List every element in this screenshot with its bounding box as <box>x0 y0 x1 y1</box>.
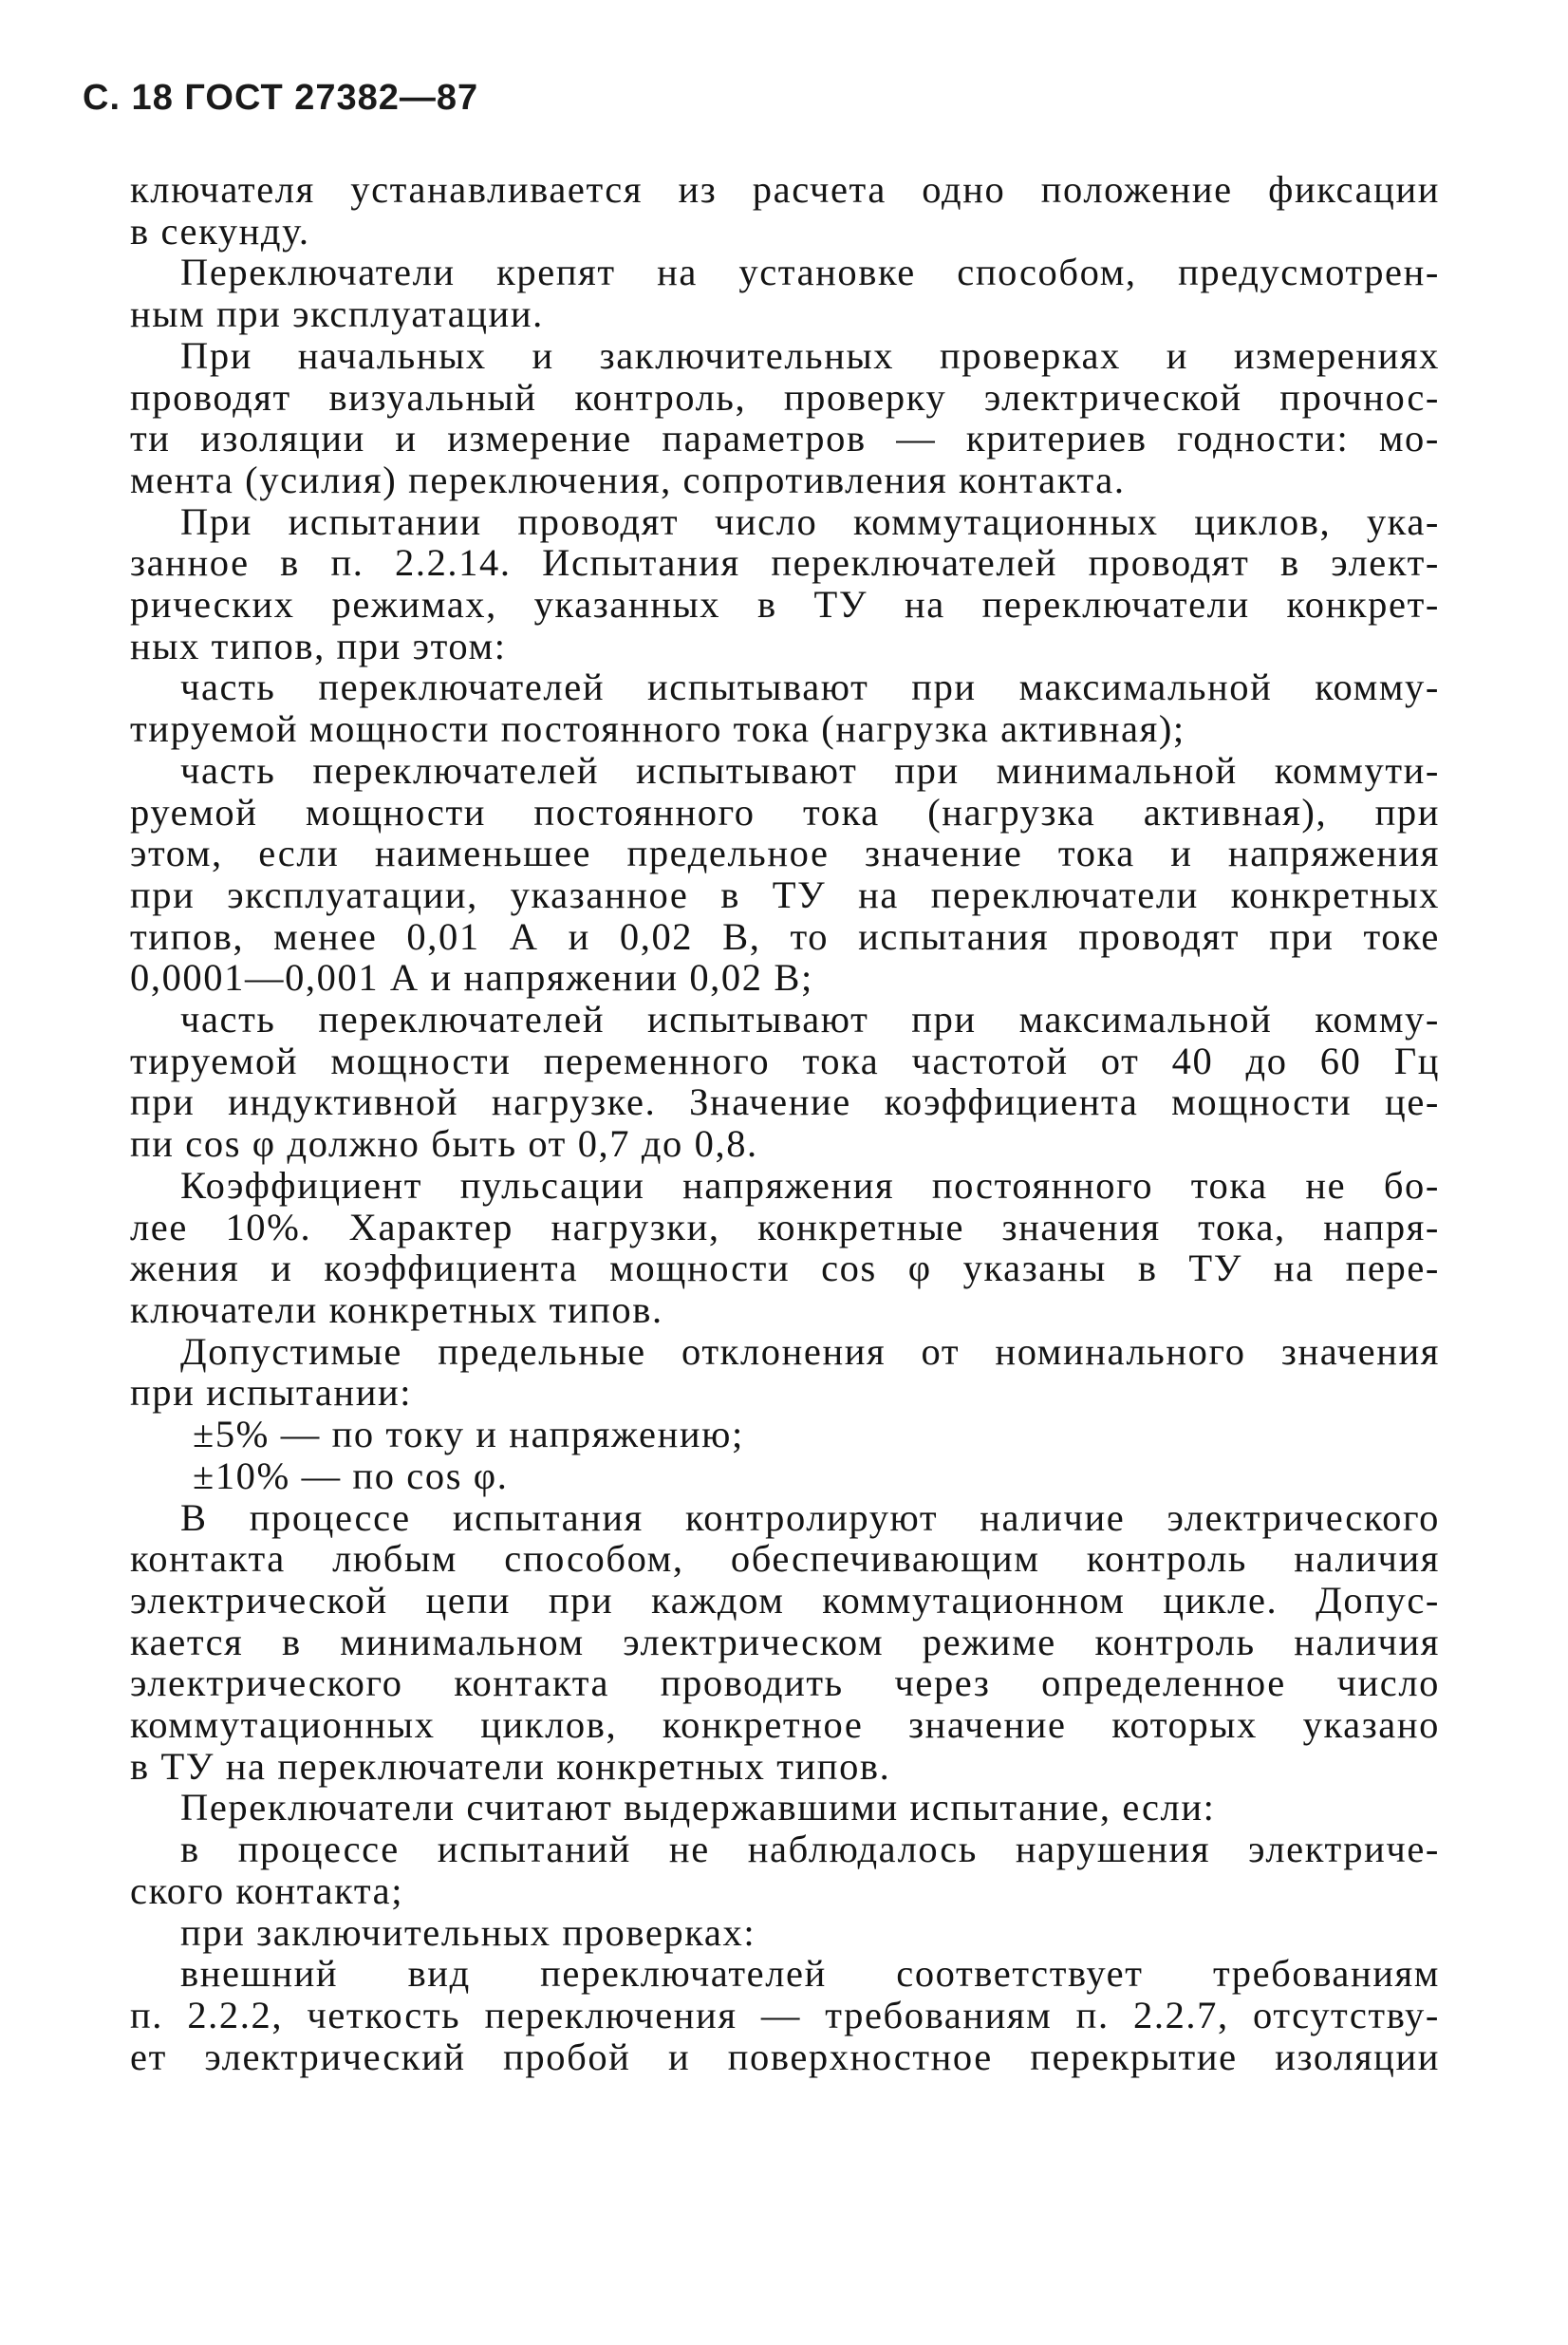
text-line: ти изоляции и измерение параметров — критериев годности: мо- <box>130 417 1440 460</box>
text-line: ным при эксплуатации. <box>130 292 544 336</box>
text-line: при индуктивной нагрузке. Значение коэффициента мощности це- <box>130 1080 1440 1124</box>
text-line: внешний вид переключателей соответствует требованиям <box>180 1952 1440 1996</box>
text-line: При начальных и заключительных проверках и измерениях <box>180 333 1440 377</box>
text-line: мента (усилия) переключения, сопротивления контакта. <box>130 458 1126 501</box>
text-line: тируемой мощности постоянного тока (нагрузка активная); <box>130 707 1185 751</box>
text-line: этом, если наименьшее предельное значение тока и напряжения <box>130 832 1440 875</box>
text-line: при эксплуатации, указанное в ТУ на переключатели конкретных <box>130 872 1440 916</box>
text-line: контакта любым способом, обеспечивающим контроль наличия <box>130 1537 1440 1581</box>
text-line: лее 10%. Характер нагрузки, конкретные значения тока, напря- <box>130 1205 1440 1248</box>
text-line: занное в п. 2.2.14. Испытания переключателей проводят в элект- <box>130 541 1440 585</box>
text-line: п. 2.2.2, четкость переключения — требованиям п. 2.2.7, отсутству- <box>130 1993 1440 2036</box>
text-line: типов, менее 0,01 А и 0,02 В, то испытания проводят при токе <box>130 914 1440 958</box>
text-line: Допустимые предельные отклонения от номинального значения <box>180 1329 1440 1373</box>
text-line: кается в минимальном электрическом режиме контроль наличия <box>130 1620 1440 1663</box>
text-line: проводят визуальный контроль, проверку электрической прочнос- <box>130 375 1440 419</box>
text-line: часть переключателей испытывают при минимальной коммути- <box>180 748 1440 792</box>
text-line: при заключительных проверках: <box>180 1910 756 1954</box>
text-line: коммутационных циклов, конкретное значение которых указано <box>130 1703 1440 1747</box>
text-line: При испытании проводят число коммутационных циклов, ука- <box>180 499 1440 543</box>
text-line: В процессе испытания контролируют наличие электрического <box>180 1495 1440 1539</box>
text-line: Переключатели крепят на установке способом, предусмотрен- <box>180 251 1440 294</box>
text-line: руемой мощности постоянного тока (нагрузка активная), при <box>130 790 1440 834</box>
text-line: в секунду. <box>130 209 310 253</box>
text-line: пи cos φ должно быть от 0,7 до 0,8. <box>130 1122 758 1166</box>
text-line: часть переключателей испытывают при максимальной комму- <box>180 666 1440 709</box>
text-line: ±10% — по cos φ. <box>193 1454 509 1497</box>
text-line: электрической цепи при каждом коммутационном цикле. Допус- <box>130 1578 1440 1622</box>
text-line: ключателя устанавливается из расчета одно положение фиксации <box>130 168 1440 211</box>
text-line: ных типов, при этом: <box>130 624 507 667</box>
body-text <box>130 169 1440 2077</box>
text-line: жения и коэффициента мощности cos φ указаны в ТУ на пере- <box>130 1247 1440 1290</box>
text-line: ет электрический пробой и поверхностное перекрытие изоляции <box>130 2035 1440 2078</box>
text-line: рических режимах, указанных в ТУ на переключатели конкрет- <box>130 583 1440 627</box>
text-line: часть переключателей испытывают при максимальной комму- <box>180 998 1440 1041</box>
page-header: С. 18 ГОСТ 27382—87 <box>83 78 479 118</box>
text-line: ского контакта; <box>130 1868 404 1912</box>
text-line: ±5% — по току и напряжению; <box>193 1413 744 1456</box>
text-line: в процессе испытаний не наблюдалось нарушения электриче- <box>180 1828 1440 1871</box>
text-line: 0,0001—0,001 А и напряжении 0,02 В; <box>130 956 813 1000</box>
text-line: Коэффициент пульсации напряжения постоянного тока не бо- <box>180 1163 1440 1207</box>
text-line: в ТУ на переключатели конкретных типов. <box>130 1744 891 1788</box>
text-line: при испытании: <box>130 1371 413 1415</box>
text-line: ключатели конкретных типов. <box>130 1287 663 1331</box>
text-line: Переключатели считают выдержавшими испытание, если: <box>180 1786 1216 1829</box>
text-line: электрического контакта проводить через определенное число <box>130 1661 1440 1705</box>
text-line: тируемой мощности переменного тока частотой от 40 до 60 Гц <box>130 1039 1440 1082</box>
